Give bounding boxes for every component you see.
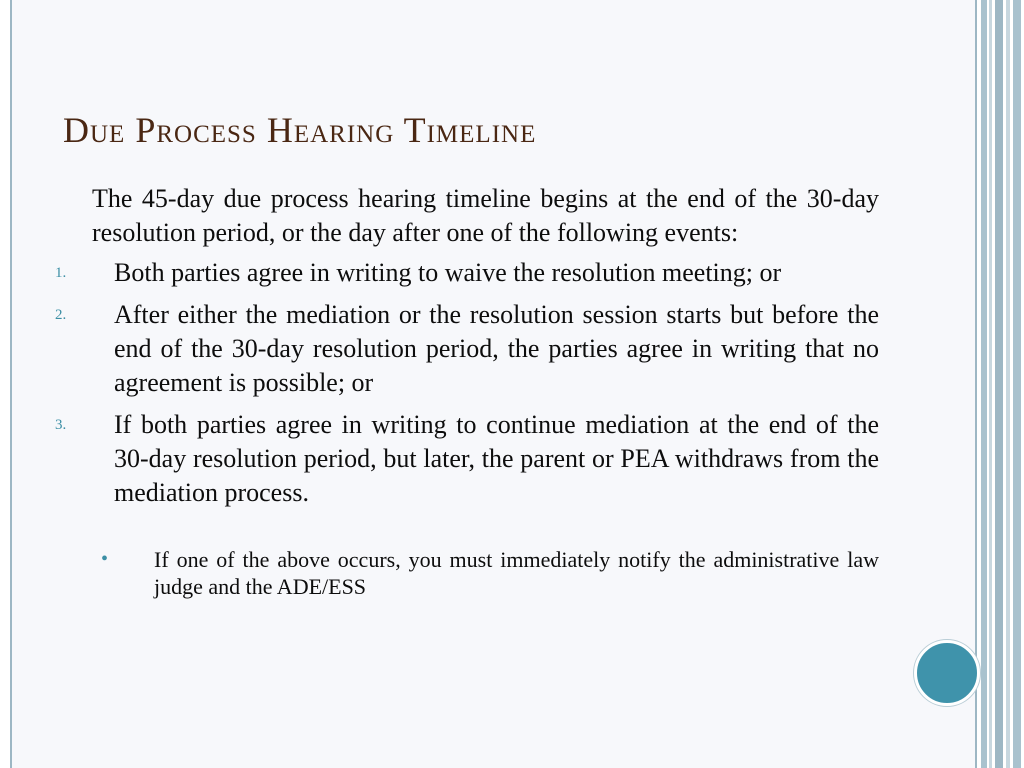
sub-bullet-text: If one of the above occurs, you must immediately notify the administrative law judge and the ADE/ESS bbox=[154, 547, 879, 599]
list-item-text: After either the mediation or the resolution session starts but before the end of the 30-day resolution period, the parties agree in writing that no agreement is possible; or bbox=[114, 300, 879, 397]
list-item-text: Both parties agree in writing to waive the resolution meeting; or bbox=[114, 258, 782, 287]
list-item bbox=[55, 408, 879, 510]
list-item bbox=[55, 298, 879, 400]
decorative-circle-icon bbox=[914, 640, 980, 706]
sub-bullet bbox=[55, 546, 879, 600]
list-number: 1. bbox=[55, 265, 67, 281]
slide-body bbox=[55, 182, 879, 600]
list-number: 2. bbox=[55, 307, 67, 323]
slide-title: Due Process Hearing Timeline bbox=[63, 110, 537, 150]
list-item-text: If both parties agree in writing to continue mediation at the end of the 30-day resolution period, but later, the parent or PEA withdraws from the mediation process. bbox=[114, 410, 879, 507]
intro-paragraph: The 45-day due process hearing timeline begins at the end of the 30-day resolution period, or the day after one of the following events: bbox=[92, 184, 879, 247]
decorative-stripes bbox=[979, 0, 1024, 768]
list-item bbox=[55, 256, 879, 290]
bullet-icon: • bbox=[101, 548, 109, 570]
list-number: 3. bbox=[55, 417, 67, 433]
